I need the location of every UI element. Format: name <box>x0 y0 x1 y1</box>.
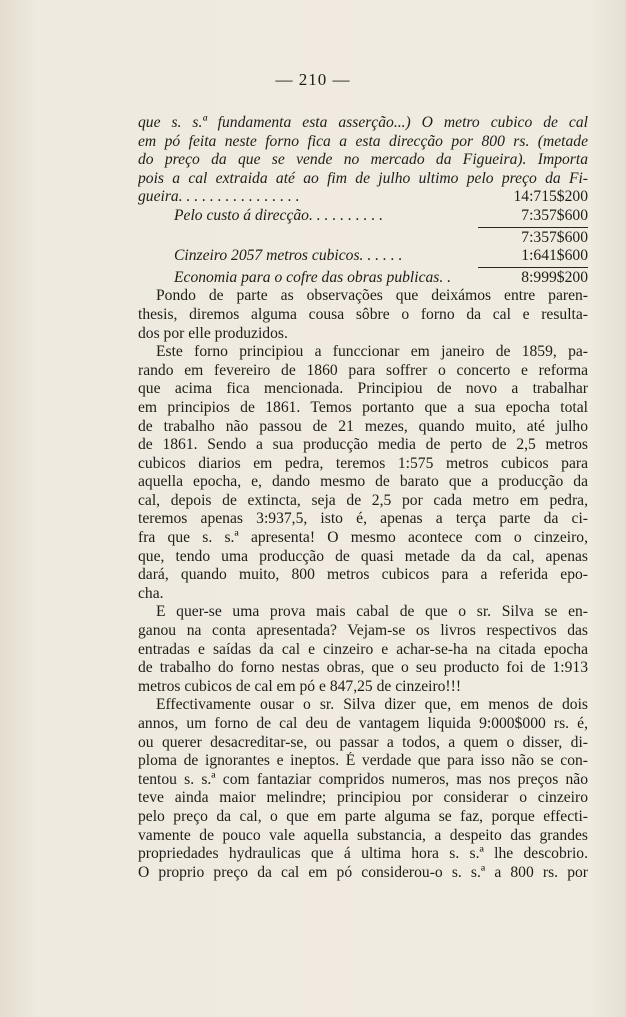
intro-line: pois a cal extraida até ao fim de julho ultimo pelo preço da Fi- <box>138 169 588 187</box>
text-line: Pondo de parte as observações que deixámos entre paren- <box>156 287 588 305</box>
text-line: E quer-se uma prova mais cabal de que o sr. Silva se en- <box>156 603 588 621</box>
account-label: Economia para o cofre das obras publicas. . <box>174 268 452 286</box>
intro-line: em pó feita neste forno fica a esta direcção por 800 rs. (metade <box>138 132 588 150</box>
text-block <box>138 114 588 882</box>
text-line: propriedades hydraulicas que á ultima hora s. s.ª lhe descobrio. <box>138 845 588 863</box>
paragraph <box>138 287 588 343</box>
text-line: de 1861. Sendo a sua producção media de perto de 2,5 metros <box>138 436 588 454</box>
account-label: Cinzeiro 2057 metros cubicos. . . . . . <box>174 247 403 265</box>
text-line: entradas e saídas da cal e cinzeiro e achar-se-ha na citada epocha <box>138 640 588 658</box>
text-line: rando em fevereiro de 1860 para soffrer o concerto e reforma <box>138 361 588 379</box>
text-line: de trabalho do forno nestas obras, que o seu producto foi de 1:913 <box>138 659 588 677</box>
account-amount: 7:357$600 <box>521 206 588 224</box>
text-line: dos por elle produzidos. <box>138 324 288 342</box>
text-line: vamente de pouco vale aquella substancia, a despeito das grandes <box>138 826 588 844</box>
text-line: cha. <box>138 584 164 602</box>
sum-rule <box>478 267 588 268</box>
text-line: teve ainda maior melindre; principiou por considerar o cinzeiro <box>138 789 588 807</box>
account-amount: 8:999$200 <box>521 268 588 286</box>
account-row <box>138 207 588 226</box>
account-row <box>138 269 588 288</box>
text-line: metros cubicos de cal em pó e 847,25 de cinzeiro!!! <box>138 677 462 695</box>
account-amount: 7:357$600 <box>521 228 588 246</box>
text-line: cal, depois de extincta, seja de 2,5 por cada metro em pedra, <box>138 491 588 509</box>
account-label: Pelo custo á direcção. . . . . . . . . . <box>174 206 384 224</box>
text-line: que, tendo uma producção de quasi metade da da cal, apenas <box>138 547 588 565</box>
paragraph <box>138 343 588 603</box>
sum-rule <box>478 227 588 228</box>
text-line: O proprio preço da cal em pó considerou-o s. s.ª a 800 rs. por <box>138 863 588 881</box>
text-line: Este forno principiou a funccionar em janeiro de 1859, pa- <box>156 343 588 361</box>
paragraph <box>138 696 588 882</box>
intro-line: do preço da que se vende no mercado da Figueira). Importa <box>138 151 588 169</box>
text-line: ploma de ignorantes e ineptos. É verdade que para isso não se con- <box>138 752 588 770</box>
account-label: gueira. . . . . . . . . . . . . . . . <box>138 188 300 206</box>
text-line: que acima fica mencionada. Principiou de novo a trabalhar <box>138 380 588 398</box>
text-line: teremos apenas 3:937,5, isto é, apenas a terça parte da ci- <box>138 510 588 528</box>
account-row <box>138 229 588 248</box>
text-line: de trabalho não passou de 21 mezes, quando muito, até julho <box>138 417 588 435</box>
text-line: annos, um forno de cal deu de vantagem liquida 9:000$000 rs. é, <box>138 715 588 732</box>
page-number: — 210 — <box>275 70 351 89</box>
text-line: em principios de 1861. Temos portanto que a sua epocha total <box>138 398 588 416</box>
text-line: aquella epocha, e, dando mesmo de barato que a producção da <box>138 473 588 491</box>
text-line: Effectivamente ousar o sr. Silva dizer que, em menos de dois <box>156 696 588 714</box>
text-line: ganou na conta apresentada? Vejam-se os livros respectivos das <box>138 622 588 640</box>
text-line: cubicos diarios em pedra, teremos 1:575 metros cubicos para <box>138 454 588 472</box>
text-line: fra que s. s.ª apresenta! O mesmo acontece com o cinzeiro, <box>138 529 588 547</box>
text-line: pelo preço da cal, o que em parte alguma se faz, porque effecti- <box>138 807 588 825</box>
account-amount: 14:715$200 <box>513 188 588 206</box>
paragraph <box>138 603 588 696</box>
text-line: ou querer desacreditar-se, ou passar a todos, a quem o disser, di- <box>138 733 588 751</box>
account-row <box>138 247 588 266</box>
text-line: tentou s. s.ª com fantaziar compridos numeros, mas nos preços não <box>138 770 588 788</box>
account-amount: 1:641$600 <box>521 247 588 265</box>
account-row <box>138 188 588 207</box>
intro-line: que s. s.ª fundamenta esta asserção...) O metro cubico de cal <box>138 114 588 131</box>
text-line: thesis, diremos alguma cousa sôbre o forno da cal e resulta- <box>138 305 588 323</box>
text-line: dará, quando muito, 800 metros cubicos para a referida epo- <box>138 566 588 584</box>
